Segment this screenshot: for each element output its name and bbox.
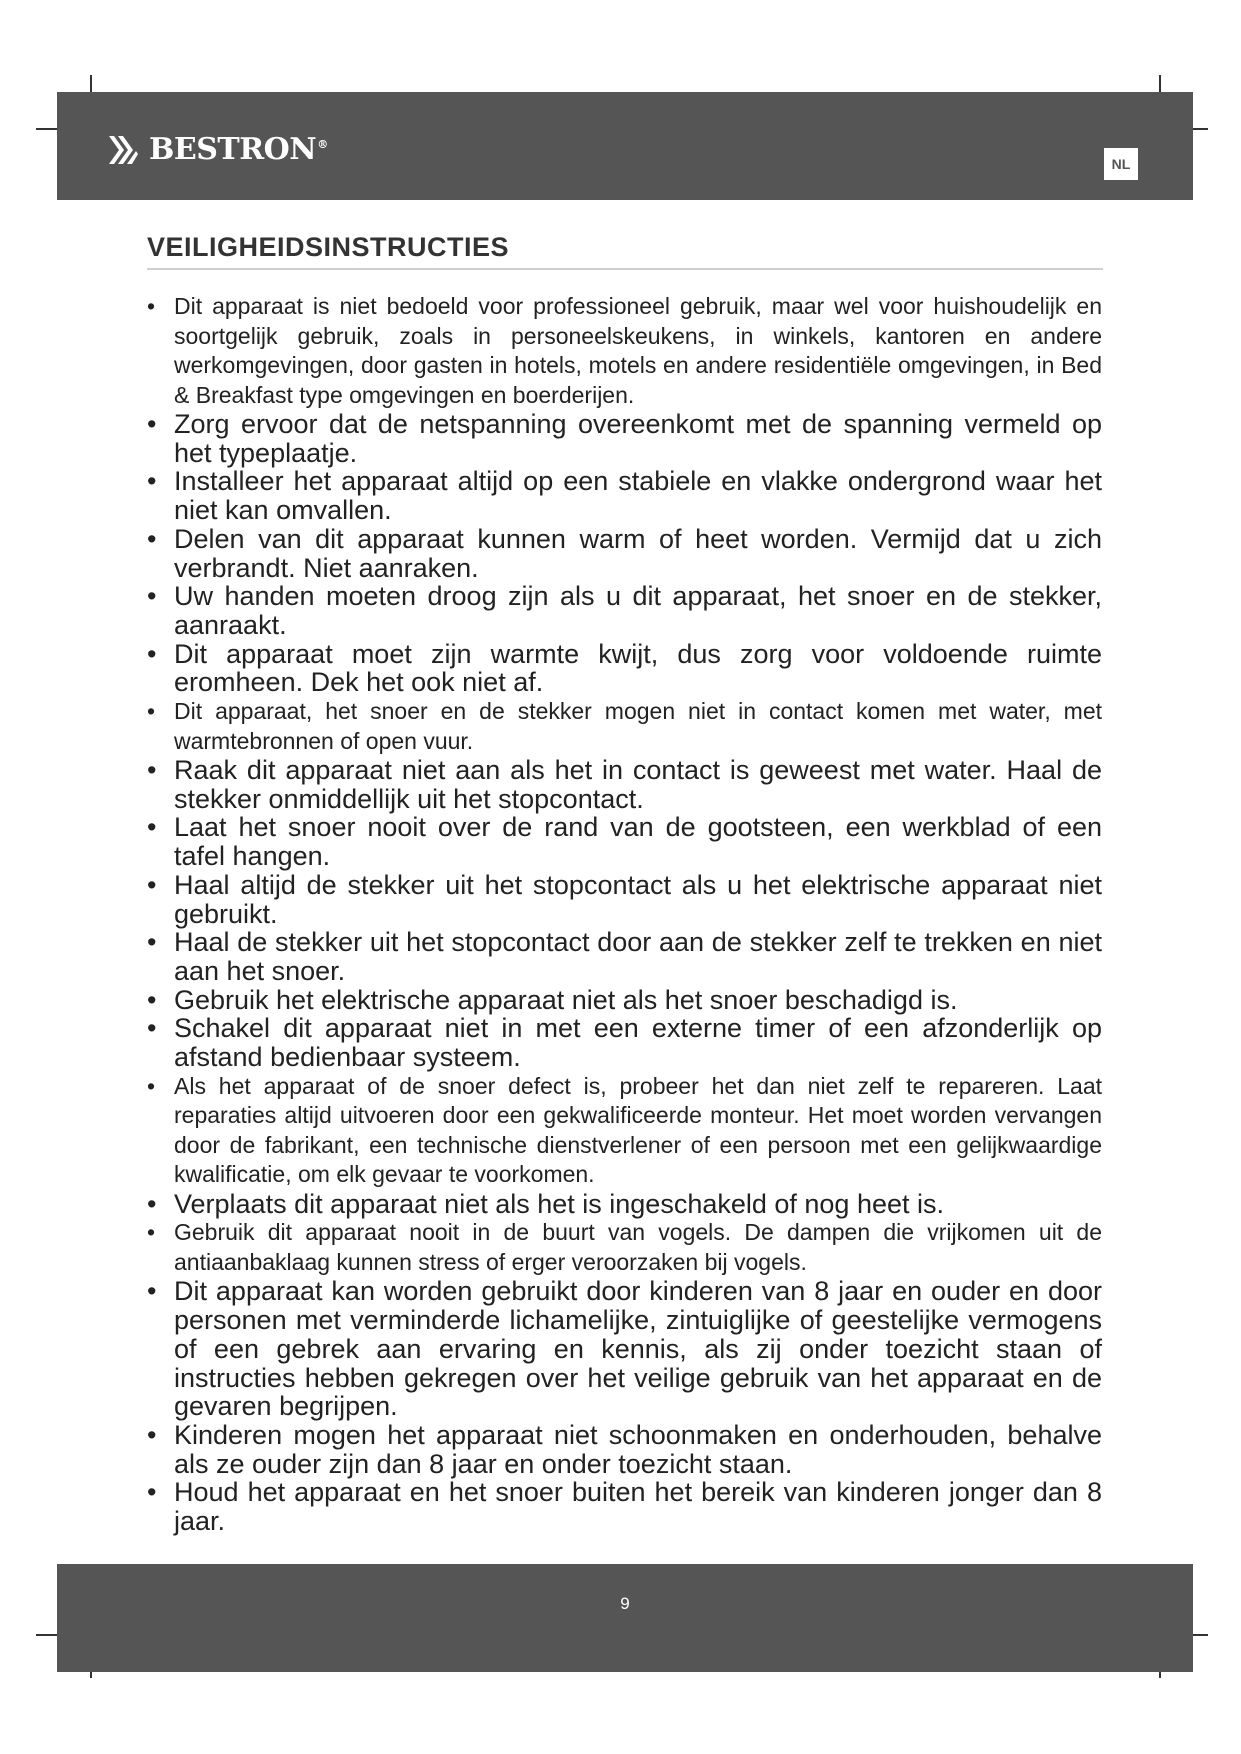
footer-bar: [57, 1564, 1193, 1672]
list-item: • Dit apparaat is niet bedoeld voor professioneel gebruik, maar wel voor huishoudelijk en soortgelijk gebruik, zoals in personeelskeukens, in winkels, kantoren en andere werkomgevingen, door gasten in hotels, motels en andere residentiële omgevingen, in Bed & Breakfast type omgevingen en boerderijen.: [147, 292, 1102, 410]
list-item: • Dit apparaat kan worden gebruikt door kinderen van 8 jaar en ouder en door personen met verminderde lichamelijke, zintuiglijke of geestelijke vermogens of een gebrek aan ervaring en kennis, als zij onder toezicht staan of instructies hebben gekregen over het veilige gebruik van het apparaat en de gevaren begrijpen.: [147, 1277, 1102, 1421]
list-item: • Gebruik dit apparaat nooit in de buurt van vogels. De dampen die vrijkomen uit de antiaanbaklaag kunnen stress of erger veroorzaken bij vogels.: [147, 1218, 1102, 1277]
list-item: • Delen van dit apparaat kunnen warm of heet worden. Vermijd dat u zich verbrandt. Niet aanraken.: [147, 525, 1102, 582]
list-item: • Dit apparaat, het snoer en de stekker mogen niet in contact komen met water, met warmtebronnen of open vuur.: [147, 697, 1102, 756]
safety-instructions-list: [147, 292, 1102, 1536]
language-badge: NL: [1104, 148, 1138, 180]
brand-chevrons-icon: [107, 134, 141, 166]
header-bar: [57, 92, 1193, 200]
list-item: • Schakel dit apparaat niet in met een externe timer of een afzonderlijk op afstand bedienbaar systeem.: [147, 1014, 1102, 1071]
list-item: • Haal de stekker uit het stopcontact door aan de stekker zelf te trekken en niet aan het snoer.: [147, 928, 1102, 985]
list-item: • Uw handen moeten droog zijn als u dit apparaat, het snoer en de stekker, aanraakt.: [147, 582, 1102, 639]
list-item: • Kinderen mogen het apparaat niet schoonmaken en onderhouden, behalve als ze ouder zijn dan 8 jaar en onder toezicht staan.: [147, 1421, 1102, 1478]
list-item: • Houd het apparaat en het snoer buiten het bereik van kinderen jonger dan 8 jaar.: [147, 1478, 1102, 1535]
page-number: 9: [620, 1594, 630, 1613]
list-item: • Verplaats dit apparaat niet als het is ingeschakeld of nog heet is.: [147, 1190, 1102, 1219]
brand-name: BESTRON®: [149, 132, 328, 167]
brand-logo: [107, 130, 328, 170]
list-item: • Haal altijd de stekker uit het stopcontact als u het elektrische apparaat niet gebruikt.: [147, 871, 1102, 928]
list-item: • Raak dit apparaat niet aan als het in contact is geweest met water. Haal de stekker onmiddellijk uit het stopcontact.: [147, 756, 1102, 813]
title-divider: [147, 268, 1103, 270]
list-item: • Als het apparaat of de snoer defect is, probeer het dan niet zelf te repareren. Laat reparaties altijd uitvoeren door een gekwalificeerde monteur. Het moet worden vervangen door de fabrikant, een technische dienstverlener of een persoon met een gelijkwaardige kwalificatie, om elk gevaar te voorkomen.: [147, 1072, 1102, 1190]
list-item: • Laat het snoer nooit over de rand van de gootsteen, een werkblad of een tafel hangen.: [147, 813, 1102, 870]
list-item: • Zorg ervoor dat de netspanning overeenkomt met de spanning vermeld op het typeplaatje.: [147, 410, 1102, 467]
section-title: VEILIGHEIDSINSTRUCTIES: [147, 232, 510, 262]
list-item: • Gebruik het elektrische apparaat niet als het snoer beschadigd is.: [147, 986, 1102, 1015]
list-item: • Installeer het apparaat altijd op een stabiele en vlakke ondergrond waar het niet kan omvallen.: [147, 467, 1102, 524]
list-item: • Dit apparaat moet zijn warmte kwijt, dus zorg voor voldoende ruimte eromheen. Dek het ook niet af.: [147, 640, 1102, 697]
